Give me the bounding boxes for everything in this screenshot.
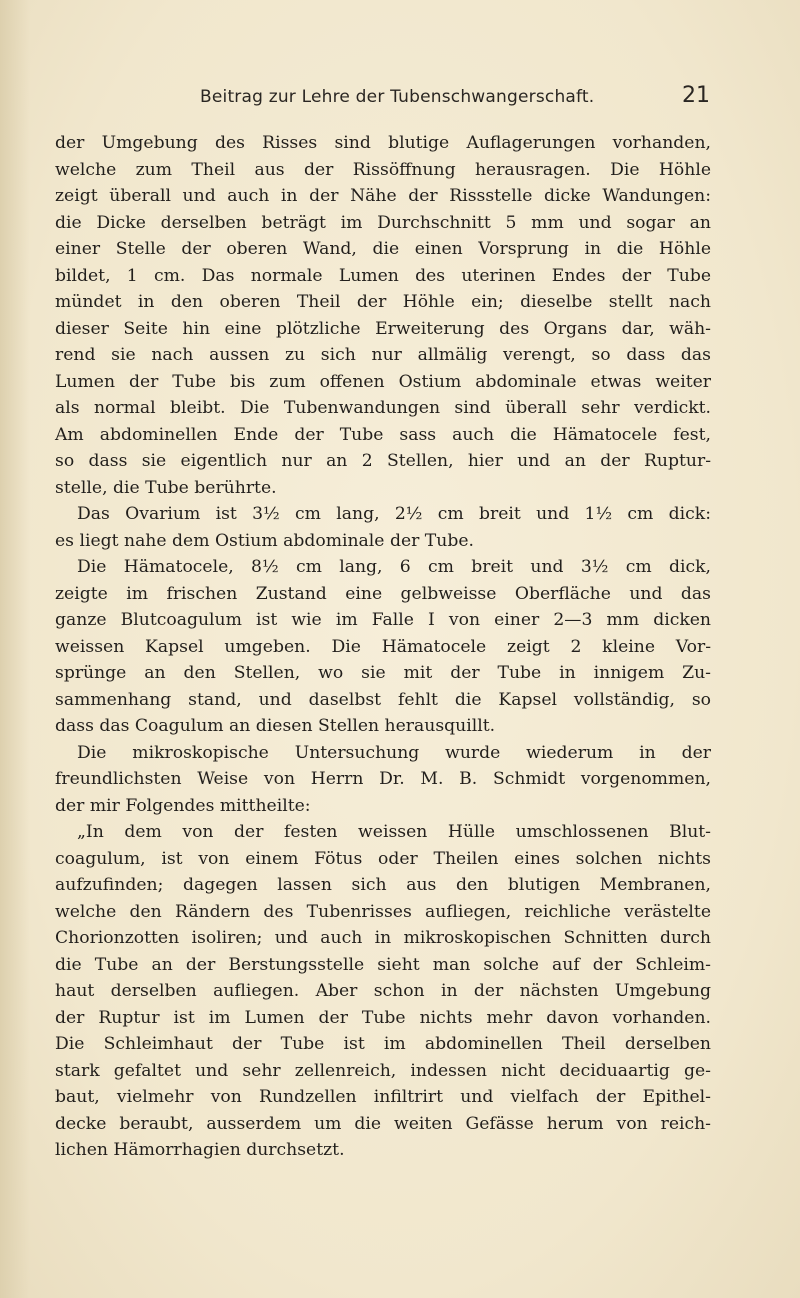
text-line: der Umgebung des Risses sind blutige Auflagerungen vorhanden,: [55, 133, 711, 153]
text-line: haut derselben aufliegen. Aber schon in der nächsten Umgebung: [55, 981, 711, 1001]
text-line: freundlichsten Weise von Herrn Dr. M. B. Schmidt vorgenommen,: [55, 769, 711, 789]
paragraph-end-line: dass das Coagulum an diesen Stellen herausquillt.: [55, 716, 496, 736]
text-line: sammenhang stand, und daselbst fehlt die Kapsel vollständig, so: [55, 689, 711, 710]
text-line: bildet, 1 cm. Das normale Lumen des uterinen Endes der Tube: [55, 265, 711, 286]
text-line: welche den Rändern des Tubenrisses aufliegen, reichliche verästelte: [55, 901, 711, 922]
text-line: dieser Seite hin eine plötzliche Erweiterung des Organs dar, wäh-: [55, 318, 711, 339]
text-line: Das Ovarium ist 3½ cm lang, 2½ cm breit und 1½ cm dick:: [77, 504, 711, 524]
paragraph-end-line: es liegt nahe dem Ostium abdominale der Tube.: [55, 530, 474, 551]
text-line: weissen Kapsel umgeben. Die Hämatocele zeigt 2 kleine Vor-: [55, 636, 711, 657]
text-line: Am abdominellen Ende der Tube sass auch die Hämatocele fest,: [55, 424, 711, 445]
text-line: der Ruptur ist im Lumen der Tube nichts mehr davon vorhanden.: [55, 1007, 711, 1028]
text-line: die Tube an der Berstungsstelle sieht man solche auf der Schleim-: [55, 954, 711, 975]
paragraph-end-line: der mir Folgendes mittheilte:: [55, 795, 311, 816]
page-edge-shading: [0, 0, 30, 1298]
quote-start-line: „In dem von der festen weissen Hülle umschlossenen Blut-: [77, 822, 711, 842]
text-line: so dass sie eigentlich nur an 2 Stellen, hier und an der Ruptur-: [55, 451, 711, 471]
text-line: coagulum, ist von einem Fötus oder Theilen eines solchen nichts: [55, 848, 711, 869]
body-text: [55, 130, 711, 1164]
text-line: Chorionzotten isoliren; und auch in mikroskopischen Schnitten durch: [55, 928, 711, 948]
text-line: baut, vielmehr von Rundzellen infiltrirt und vielfach der Epithel-: [55, 1087, 711, 1107]
text-line: als normal bleibt. Die Tubenwandungen sind überall sehr verdickt.: [55, 398, 711, 418]
page-header: [60, 83, 710, 113]
text-line: stark gefaltet und sehr zellenreich, indessen nicht deciduaartig ge-: [55, 1060, 711, 1081]
text-line: ganze Blutcoagulum ist wie im Falle I von einer 2—3 mm dicken: [55, 610, 711, 630]
page-number: 21: [682, 83, 710, 108]
text-line: aufzufinden; dagegen lassen sich aus den blutigen Membranen,: [55, 875, 711, 895]
text-line: decke beraubt, ausserdem um die weiten Gefässe herum von reich-: [55, 1113, 711, 1134]
running-title: Beitrag zur Lehre der Tubenschwangerschaft.: [200, 87, 595, 107]
paragraph-end-line: lichen Hämorrhagien durchsetzt.: [55, 1140, 345, 1160]
text-line: Die Schleimhaut der Tube ist im abdominellen Theil derselben: [55, 1034, 711, 1054]
text-line: welche zum Theil aus der Rissöffnung herausragen. Die Höhle: [55, 159, 711, 180]
text-line: sprünge an den Stellen, wo sie mit der Tube in innigem Zu-: [55, 663, 711, 683]
paragraph-end-line: stelle, die Tube berührte.: [55, 477, 277, 498]
text-line: einer Stelle der oberen Wand, die einen Vorsprung in die Höhle: [55, 239, 711, 259]
text-line: Die Hämatocele, 8½ cm lang, 6 cm breit und 3½ cm dick,: [77, 557, 711, 577]
text-line: die Dicke derselben beträgt im Durchschnitt 5 mm und sogar an: [55, 212, 711, 233]
text-line: zeigt überall und auch in der Nähe der Rissstelle dicke Wandungen:: [55, 186, 711, 206]
text-line: Lumen der Tube bis zum offenen Ostium abdominale etwas weiter: [55, 371, 711, 392]
text-line: mündet in den oberen Theil der Höhle ein; dieselbe stellt nach: [55, 292, 711, 312]
text-line: Die mikroskopische Untersuchung wurde wiederum in der: [77, 742, 711, 763]
text-line: zeigte im frischen Zustand eine gelbweisse Oberfläche und das: [55, 583, 711, 604]
text-line: rend sie nach aussen zu sich nur allmälig verengt, so dass das: [55, 345, 711, 365]
